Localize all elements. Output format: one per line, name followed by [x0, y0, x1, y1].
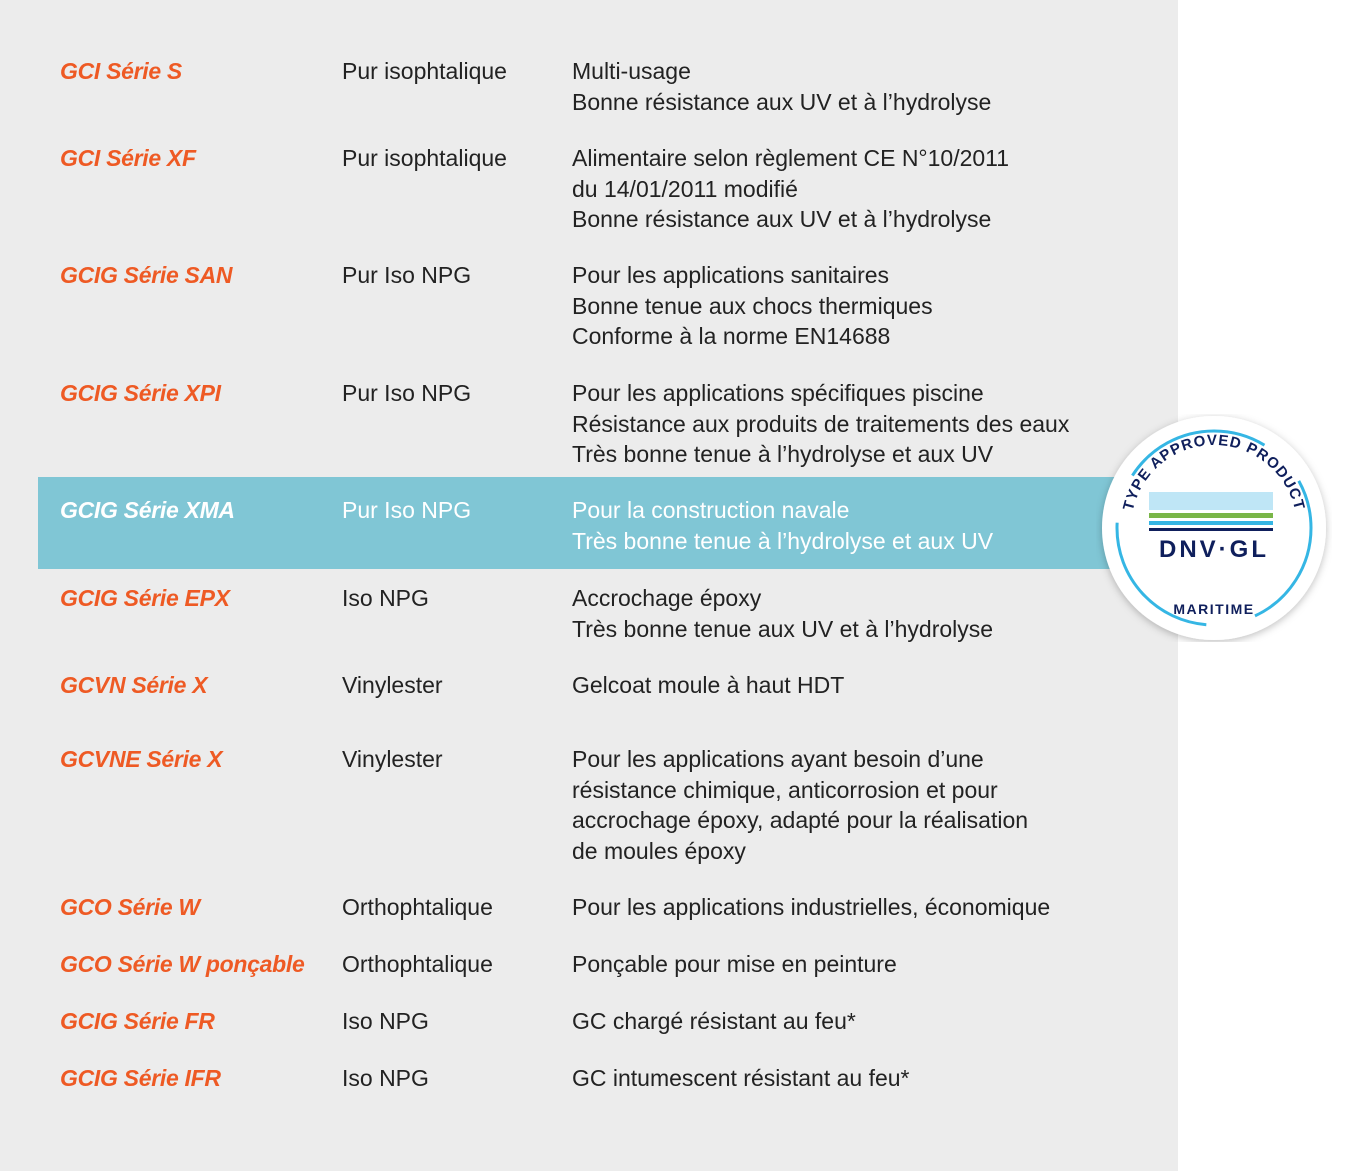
resin-type: Pur Iso NPG	[342, 262, 472, 288]
description-line: Résistance aux produits de traitements des eaux	[572, 410, 1070, 437]
product-description	[572, 1006, 856, 1037]
badge-band-navy	[1149, 528, 1273, 531]
product-name: GCI Série S	[60, 58, 182, 84]
product-description	[572, 744, 1028, 866]
description-line: Pour les applications spécifiques piscine	[572, 380, 984, 406]
description-line: Multi-usage	[572, 58, 691, 84]
description-line: Bonne tenue aux chocs thermiques	[572, 292, 933, 319]
resin-type: Iso NPG	[342, 585, 429, 611]
resin-type: Pur Iso NPG	[342, 380, 472, 406]
product-name: GCO Série W	[60, 894, 200, 920]
table-row-highlighted	[38, 477, 1178, 569]
description-line: résistance chimique, anticorrosion et pour	[572, 776, 998, 803]
description-line: Pour les applications industrielles, économique	[572, 894, 1051, 920]
description-line: Bonne résistance aux UV et à l’hydrolyse	[572, 206, 992, 232]
product-description	[572, 1063, 910, 1094]
product-description	[572, 949, 897, 980]
product-description	[572, 583, 993, 644]
description-line: Pour les applications ayant besoin d’une	[572, 746, 984, 772]
product-description	[572, 495, 993, 556]
resin-type: Orthophtalique	[342, 951, 493, 977]
product-name: GCIG Série EPX	[60, 585, 230, 611]
dnv-gl-badge	[1096, 414, 1332, 642]
description-line: Ponçable pour mise en peinture	[572, 951, 897, 977]
resin-type: Pur isophtalique	[342, 58, 507, 84]
product-name: GCVNE Série X	[60, 746, 223, 772]
badge-band-light	[1149, 492, 1273, 510]
description-line: Conforme à la norme EN14688	[572, 323, 891, 349]
badge-arc-text: TYPE APPROVED PRODUCT	[1120, 431, 1308, 513]
product-description	[572, 670, 844, 701]
product-description	[572, 56, 991, 117]
resin-type: Orthophtalique	[342, 894, 493, 920]
resin-type: Iso NPG	[342, 1065, 429, 1091]
description-line: Très bonne tenue aux UV et à l’hydrolyse	[572, 615, 994, 642]
description-line: Pour les applications sanitaires	[572, 262, 890, 288]
description-line: du 14/01/2011 modifié	[572, 175, 798, 202]
dnv-gl-maritime-logo	[1096, 414, 1332, 642]
resin-type: Vinylester	[342, 746, 443, 772]
badge-bottom-text: MARITIME	[1173, 601, 1255, 617]
description-line: de moules époxy	[572, 837, 746, 864]
description-line: accrochage époxy, adapté pour la réalisation	[572, 807, 1029, 833]
product-description	[572, 892, 1050, 923]
description-line: Gelcoat moule à haut HDT	[572, 672, 845, 698]
product-description	[572, 378, 1069, 470]
resin-type: Pur isophtalique	[342, 145, 507, 171]
description-line: GC intumescent résistant au feu*	[572, 1065, 910, 1091]
product-name: GCIG Série IFR	[60, 1065, 221, 1091]
description-line: GC chargé résistant au feu*	[572, 1008, 856, 1034]
product-name: GCVN Série X	[60, 672, 208, 698]
description-line: Très bonne tenue à l’hydrolyse et aux UV	[572, 527, 994, 554]
badge-logo-text: DNV·GL	[1159, 536, 1269, 563]
product-name: GCO Série W ponçable	[60, 951, 305, 977]
resin-type: Vinylester	[342, 672, 443, 698]
description-line: Alimentaire selon règlement CE N°10/2011	[572, 145, 1010, 171]
description-line: Accrochage époxy	[572, 585, 762, 611]
description-line: Bonne résistance aux UV et à l’hydrolyse	[572, 88, 992, 115]
product-description	[572, 260, 933, 352]
product-name: GCIG Série FR	[60, 1008, 215, 1034]
product-name: GCI Série XF	[60, 145, 196, 171]
resin-type: Pur Iso NPG	[342, 497, 472, 523]
badge-band-green	[1149, 513, 1273, 518]
product-name: GCIG Série SAN	[60, 262, 233, 288]
badge-band-cyan	[1149, 521, 1273, 525]
resin-type: Iso NPG	[342, 1008, 429, 1034]
product-name: GCIG Série XPI	[60, 380, 221, 406]
description-line: Très bonne tenue à l’hydrolyse et aux UV	[572, 441, 994, 467]
description-line: Pour la construction navale	[572, 497, 850, 523]
product-description	[572, 143, 1009, 235]
product-name: GCIG Série XMA	[60, 497, 235, 523]
